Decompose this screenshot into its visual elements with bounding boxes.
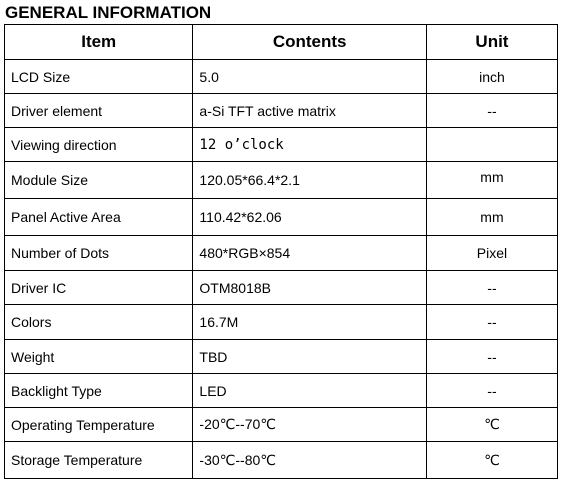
unit-cell: -- xyxy=(426,374,557,408)
item-cell: LCD Size xyxy=(5,60,193,94)
table-row xyxy=(5,60,558,94)
table-row xyxy=(5,442,558,479)
item-cell: Backlight Type xyxy=(5,374,193,408)
unit-cell: mm xyxy=(426,162,557,199)
contents-cell: 120.05*66.4*2.1 xyxy=(193,162,426,199)
table-row xyxy=(5,94,558,128)
item-cell: Viewing direction xyxy=(5,128,193,162)
header-contents: Contents xyxy=(193,25,426,60)
contents-cell: a-Si TFT active matrix xyxy=(193,94,426,128)
unit-cell: mm xyxy=(426,199,557,236)
unit-cell: -- xyxy=(426,305,557,340)
table-row xyxy=(5,199,558,236)
contents-cell: 110.42*62.06 xyxy=(193,199,426,236)
unit-cell: -- xyxy=(426,340,557,374)
contents-cell: -20℃--70℃ xyxy=(193,408,426,442)
unit-cell: -- xyxy=(426,94,557,128)
section-title: GENERAL INFORMATION xyxy=(5,3,212,22)
table-row xyxy=(5,305,558,340)
table-header-row xyxy=(5,25,558,60)
table-row xyxy=(5,128,558,162)
contents-cell: 12 o’clock xyxy=(193,128,426,162)
header-unit: Unit xyxy=(426,25,557,60)
general-information-table xyxy=(4,24,558,479)
contents-cell: OTM8018B xyxy=(193,271,426,305)
item-cell: Storage Temperature xyxy=(5,442,193,479)
table-row xyxy=(5,340,558,374)
unit-cell xyxy=(426,128,557,162)
item-cell: Colors xyxy=(5,305,193,340)
table-row xyxy=(5,408,558,442)
item-cell: Weight xyxy=(5,340,193,374)
table-row xyxy=(5,271,558,305)
contents-cell: 16.7M xyxy=(193,305,426,340)
item-cell: Driver element xyxy=(5,94,193,128)
item-cell: Panel Active Area xyxy=(5,199,193,236)
header-item: Item xyxy=(5,25,193,60)
item-cell: Operating Temperature xyxy=(5,408,193,442)
unit-cell: ℃ xyxy=(426,442,557,479)
item-cell: Module Size xyxy=(5,162,193,199)
table-row xyxy=(5,236,558,271)
unit-cell: -- xyxy=(426,271,557,305)
contents-cell: -30℃--80℃ xyxy=(193,442,426,479)
item-cell: Number of Dots xyxy=(5,236,193,271)
unit-cell: ℃ xyxy=(426,408,557,442)
contents-cell: TBD xyxy=(193,340,426,374)
table-row xyxy=(5,162,558,199)
unit-cell: inch xyxy=(426,60,557,94)
item-cell: Driver IC xyxy=(5,271,193,305)
contents-cell: 5.0 xyxy=(193,60,426,94)
contents-cell: 480*RGB×854 xyxy=(193,236,426,271)
contents-cell: LED xyxy=(193,374,426,408)
table-row xyxy=(5,374,558,408)
unit-cell: Pixel xyxy=(426,236,557,271)
